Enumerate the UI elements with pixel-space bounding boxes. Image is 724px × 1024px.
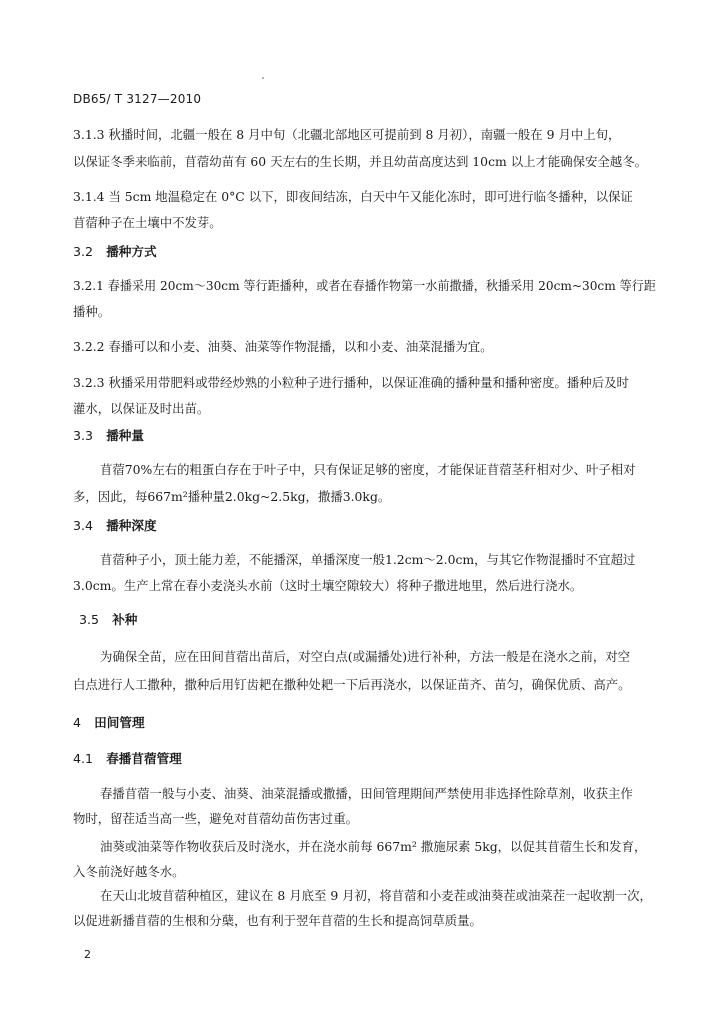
section-4-1-para-b-line-1: 油葵或油菜等作物收获后及时浇水，并在浇水前每 667m² 撒施尿素 5kg，以促其苜蓿生长和发育，: [100, 839, 647, 854]
section-number: 3.2: [73, 244, 94, 259]
section-3-4-heading: [73, 518, 157, 534]
section-number: 3.3: [73, 428, 94, 443]
section-4-heading: [73, 715, 145, 731]
clause-3-2-3-line-1: 3.2.3 秋播采用带肥料或带经炒熟的小粒种子进行播种，以保证准确的播种量和播种密度。播种后及时: [73, 375, 629, 390]
section-number: 3.5: [79, 612, 100, 627]
section-title: 春播苜蓿管理: [106, 751, 182, 766]
clause-3-2-3-line-2: 灌水，以保证及时出苗。: [73, 401, 210, 416]
clause-3-1-4-line-1: 3.1.4 当 5cm 地温稳定在 0°C 以下，即夜间结冻，白天中午又能化冻时，即可进行临冬播种，以保证: [73, 189, 633, 204]
section-3-3-heading: [73, 428, 144, 444]
section-4-1-heading: [73, 751, 182, 767]
section-3-5-para-line-1: 为确保全苗，应在田间苜蓿出苗后，对空白点(或漏播处)进行补种，方法一般是在浇水之前，对空: [100, 649, 631, 664]
section-number: 4: [73, 715, 82, 730]
page-number: 2: [84, 948, 91, 961]
section-title: 播种量: [106, 428, 144, 443]
section-number: 4.1: [73, 751, 94, 766]
section-title: 播种深度: [106, 518, 157, 533]
scan-speck: [262, 77, 264, 79]
section-3-5-heading: [79, 612, 137, 628]
section-4-1-para-a-line-1: 春播苜蓿一般与小麦、油葵、油菜混播或撒播，田间管理期间严禁使用非选择性除草剂，收获主作: [100, 786, 633, 801]
clause-3-1-4-line-2: 苜蓿种子在土壤中不发芽。: [73, 215, 222, 230]
section-4-1-para-c-line-1: 在天山北坡苜蓿种植区，建议在 8 月底至 9 月初，将苜蓿和小麦茬或油葵茬或油菜茬一起收割一次，: [100, 888, 652, 903]
section-3-5-para-line-2: 白点进行人工撒种，撒种后用钉齿耙在撒种处耙一下后再浇水，以保证苗齐、苗匀，确保优质、高产。: [73, 677, 631, 692]
section-title: 播种方式: [106, 244, 157, 259]
clause-3-1-3-line-2: 以保证冬季来临前，苜蓿幼苗有 60 天左右的生长期，并且幼苗高度达到 10cm 以上才能确保安全越冬。: [73, 154, 647, 169]
section-3-4-para-line-1: 苜蓿种子小，顶土能力差，不能播深，单播深度一般1.2cm～2.0cm，与其它作物混播时不宜超过: [100, 552, 636, 567]
clause-3-2-2-line-1: 3.2.2 春播可以和小麦、油葵、油菜等作物混播，以和小麦、油菜混播为宜。: [73, 339, 493, 354]
section-title: 补种: [112, 612, 138, 627]
section-4-1-para-a-line-2: 物时，留茬适当高一些，避免对苜蓿幼苗伤害过重。: [73, 811, 358, 826]
section-title: 田间管理: [94, 715, 145, 730]
section-3-3-para-line-2: 多，因此，每667m²播种量2.0kg~2.5kg，撒播3.0kg。: [73, 489, 391, 504]
section-4-1-para-b-line-2: 入冬前浇好越冬水。: [73, 864, 185, 879]
section-number: 3.4: [73, 518, 94, 533]
clause-3-1-3-line-1: 3.1.3 秋播时间，北疆一般在 8 月中旬（北疆北部地区可提前到 8 月初），南疆一般在 9 月中上旬，: [73, 127, 621, 142]
section-4-1-para-c-line-2: 以促进新播苜蓿的生根和分蘖，也有利于翌年苜蓿的生长和提高饲草质量。: [73, 913, 482, 928]
section-3-4-para-line-2: 3.0cm。生产上常在春小麦浇头水前（这时土壤空隙较大）将种子撒进地里，然后进行浇水。: [73, 578, 583, 593]
document-code: DB65/ T 3127—2010: [73, 92, 202, 106]
section-3-3-para-line-1: 苜蓿70%左右的粗蛋白存在于叶子中，只有保证足够的密度，才能保证苜蓿茎秆相对少、叶子相对: [100, 462, 636, 477]
section-3-2-heading: [73, 244, 157, 260]
clause-3-2-1-line-2: 播种。: [73, 304, 111, 319]
clause-3-2-1-line-1: 3.2.1 春播采用 20cm～30cm 等行距播种，或者在春播作物第一水前撒播，秋播采用 20cm~30cm 等行距: [73, 278, 656, 293]
